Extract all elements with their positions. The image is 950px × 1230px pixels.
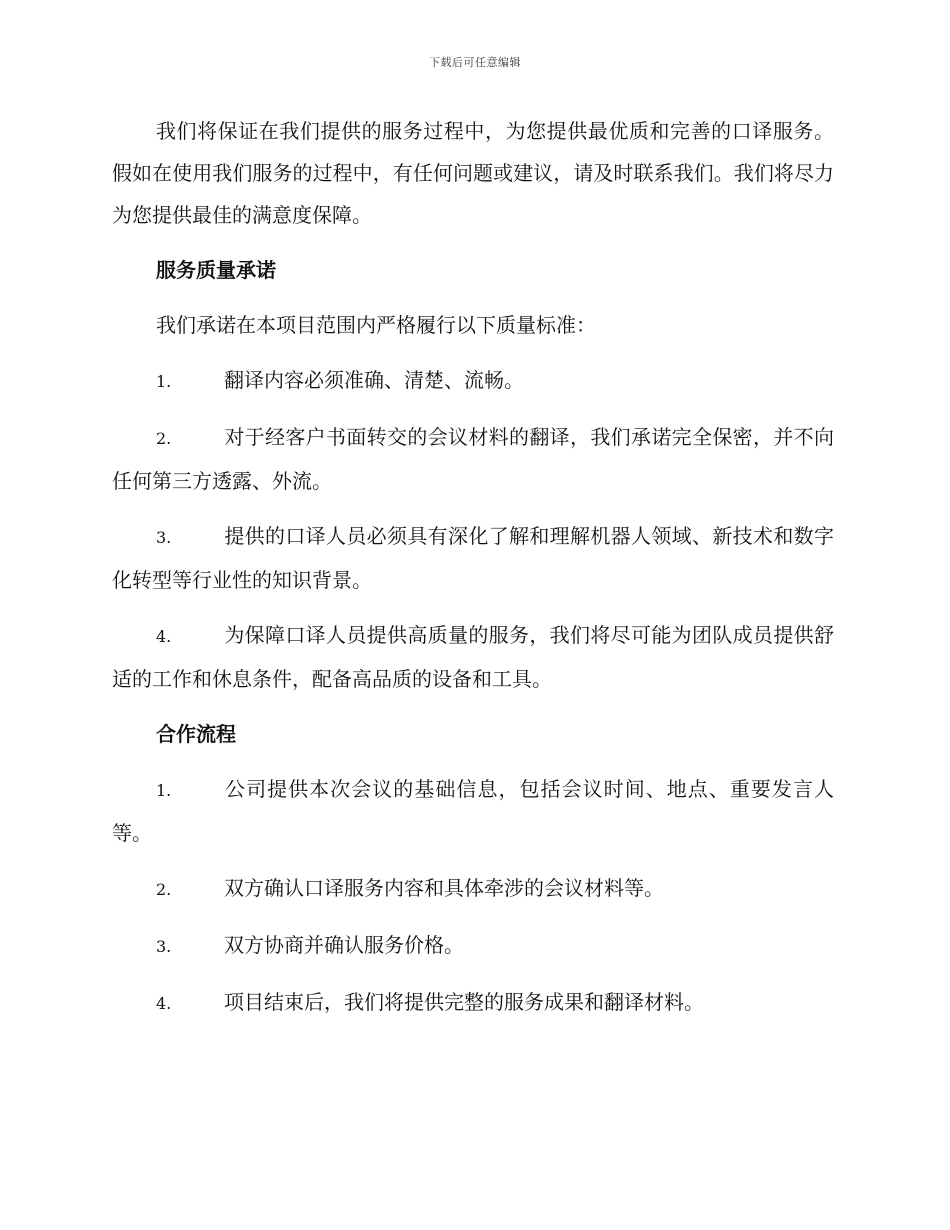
list-text: 翻译内容必须准确、清楚、流畅。 <box>224 368 524 392</box>
quality-lead: 我们承诺在本项目范围内严格履行以下质量标准： <box>156 313 596 337</box>
list-number: 1. <box>156 781 172 800</box>
intro-paragraph: 我们将保证在我们提供的服务过程中，为您提供最优质和完善的口译服务。假如在使用我们服务的过程中，有任何问题或建议，请及时联系我们。我们将尽力为您提供最佳的满意度保障。 <box>112 119 834 227</box>
header-note: 下载后可任意编辑 <box>429 56 521 69</box>
process-item-3 <box>112 924 834 968</box>
quality-item-3 <box>112 515 834 601</box>
process-item-1 <box>112 768 834 854</box>
list-number: 4. <box>156 994 172 1013</box>
quality-item-4 <box>112 614 834 700</box>
list-number: 4. <box>156 627 172 646</box>
list-number: 2. <box>156 880 172 899</box>
list-number: 3. <box>156 937 172 956</box>
quality-item-2 <box>112 416 834 502</box>
quality-item-1 <box>112 359 834 403</box>
list-number: 3. <box>156 528 172 547</box>
quality-heading: 服务质量承诺 <box>156 258 276 282</box>
document-body <box>112 110 834 1038</box>
list-text: 项目结束后，我们将提供完整的服务成果和翻译材料。 <box>224 990 704 1014</box>
list-text: 提供的口译人员必须具有深化了解和理解机器人领域、新技术和数字化转型等行业性的知识背景。 <box>112 524 834 592</box>
list-text: 公司提供本次会议的基础信息，包括会议时间、地点、重要发言人等。 <box>112 777 834 845</box>
list-text: 对于经客户书面转交的会议材料的翻译，我们承诺完全保密，并不向任何第三方透露、外流。 <box>112 425 834 493</box>
process-heading: 合作流程 <box>156 722 236 746</box>
list-number: 2. <box>156 429 172 448</box>
process-item-2 <box>112 867 834 911</box>
list-number: 1. <box>156 372 172 391</box>
list-text: 双方协商并确认服务价格。 <box>224 933 464 957</box>
list-text: 双方确认口译服务内容和具体牵涉的会议材料等。 <box>224 876 664 900</box>
list-text: 为保障口译人员提供高质量的服务，我们将尽可能为团队成员提供舒适的工作和休息条件，配备高品质的设备和工具。 <box>112 623 834 691</box>
process-item-4 <box>112 981 834 1025</box>
